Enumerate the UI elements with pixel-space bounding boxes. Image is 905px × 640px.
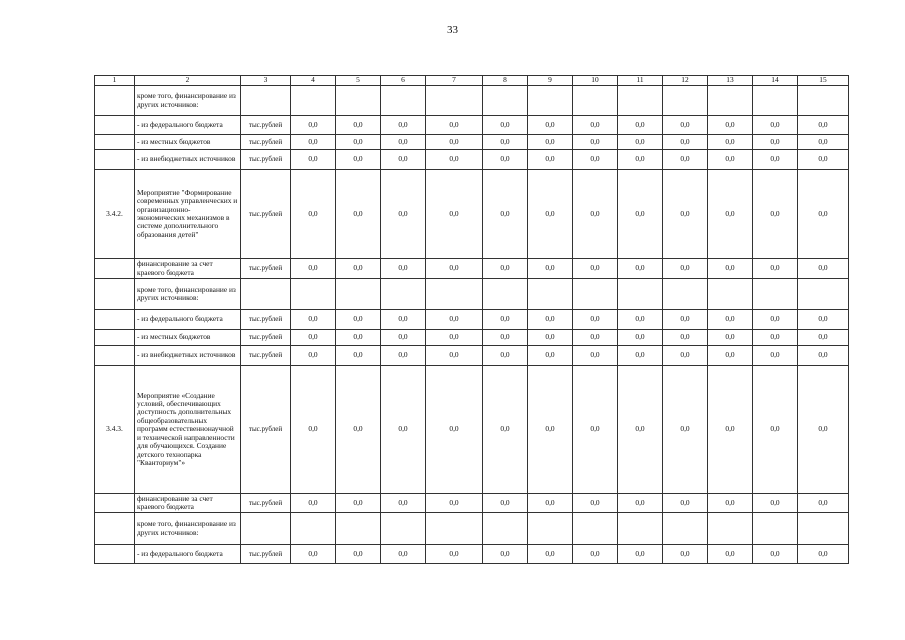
value-cell: 0,0	[336, 545, 381, 564]
value-cell: 0,0	[618, 366, 663, 494]
value-cell	[336, 513, 381, 545]
table-row	[95, 135, 849, 150]
header-cell: 1	[95, 76, 135, 86]
value-cell: 0,0	[483, 366, 528, 494]
value-cell	[753, 86, 798, 116]
value-cell: 0,0	[336, 310, 381, 330]
value-cell: 0,0	[663, 310, 708, 330]
value-cell: 0,0	[573, 494, 618, 513]
value-cell: 0,0	[573, 330, 618, 346]
value-cell: 0,0	[798, 310, 849, 330]
value-cell: 0,0	[483, 310, 528, 330]
value-cell: 0,0	[528, 259, 573, 279]
value-cell: 0,0	[336, 494, 381, 513]
value-cell	[618, 513, 663, 545]
value-cell: 0,0	[708, 310, 753, 330]
value-cell	[291, 513, 336, 545]
value-cell: 0,0	[618, 545, 663, 564]
value-cell: 0,0	[426, 494, 483, 513]
value-cell: 0,0	[291, 545, 336, 564]
value-cell: 0,0	[573, 259, 618, 279]
table-row	[95, 116, 849, 135]
value-cell: 0,0	[708, 170, 753, 259]
row-name-cell: - из внебюджетных источников	[135, 150, 241, 170]
value-cell: 0,0	[663, 150, 708, 170]
value-cell: 0,0	[426, 259, 483, 279]
row-number-cell	[95, 86, 135, 116]
value-cell	[528, 86, 573, 116]
value-cell	[663, 513, 708, 545]
value-cell	[381, 513, 426, 545]
value-cell: 0,0	[618, 170, 663, 259]
value-cell: 0,0	[663, 366, 708, 494]
value-cell: 0,0	[753, 545, 798, 564]
value-cell: 0,0	[528, 330, 573, 346]
row-number-cell	[95, 150, 135, 170]
value-cell: 0,0	[483, 545, 528, 564]
value-cell: 0,0	[291, 310, 336, 330]
value-cell: 0,0	[618, 135, 663, 150]
budget-table	[94, 75, 849, 564]
value-cell: 0,0	[573, 135, 618, 150]
value-cell	[483, 513, 528, 545]
value-cell	[753, 279, 798, 310]
row-name-cell: кроме того, финансирование из других источников:	[135, 513, 241, 545]
row-number-cell	[95, 279, 135, 310]
value-cell: 0,0	[426, 116, 483, 135]
value-cell: 0,0	[528, 116, 573, 135]
row-number-cell: 3.4.2.	[95, 170, 135, 259]
value-cell	[483, 86, 528, 116]
value-cell	[708, 279, 753, 310]
unit-cell: тыс.рублей	[241, 310, 291, 330]
row-number-cell	[95, 116, 135, 135]
value-cell	[753, 513, 798, 545]
value-cell: 0,0	[336, 366, 381, 494]
value-cell: 0,0	[336, 150, 381, 170]
row-name-cell: - из местных бюджетов	[135, 330, 241, 346]
header-cell: 14	[753, 76, 798, 86]
header-cell: 4	[291, 76, 336, 86]
value-cell: 0,0	[663, 135, 708, 150]
unit-cell: тыс.рублей	[241, 170, 291, 259]
row-name-cell: Мероприятие "Формирование современных управленческих и организационно-экономических механизмов в системе дополнительного образования детей"	[135, 170, 241, 259]
unit-cell	[241, 86, 291, 116]
value-cell: 0,0	[618, 150, 663, 170]
value-cell: 0,0	[618, 310, 663, 330]
value-cell	[336, 86, 381, 116]
value-cell: 0,0	[573, 366, 618, 494]
value-cell: 0,0	[381, 150, 426, 170]
row-name-cell: финансирование за счет краевого бюджета	[135, 259, 241, 279]
value-cell: 0,0	[708, 545, 753, 564]
value-cell	[573, 86, 618, 116]
value-cell: 0,0	[291, 135, 336, 150]
value-cell: 0,0	[798, 135, 849, 150]
row-number-cell	[95, 513, 135, 545]
header-cell: 11	[618, 76, 663, 86]
value-cell: 0,0	[426, 366, 483, 494]
value-cell	[618, 279, 663, 310]
unit-cell	[241, 279, 291, 310]
unit-cell: тыс.рублей	[241, 366, 291, 494]
table-row	[95, 494, 849, 513]
value-cell: 0,0	[798, 330, 849, 346]
unit-cell: тыс.рублей	[241, 545, 291, 564]
value-cell: 0,0	[426, 310, 483, 330]
header-cell: 15	[798, 76, 849, 86]
value-cell: 0,0	[426, 330, 483, 346]
value-cell	[291, 279, 336, 310]
value-cell: 0,0	[291, 259, 336, 279]
row-name-cell: - из федерального бюджета	[135, 310, 241, 330]
value-cell: 0,0	[291, 116, 336, 135]
value-cell: 0,0	[483, 259, 528, 279]
value-cell: 0,0	[753, 170, 798, 259]
value-cell: 0,0	[336, 135, 381, 150]
unit-cell: тыс.рублей	[241, 330, 291, 346]
value-cell: 0,0	[618, 494, 663, 513]
header-cell: 8	[483, 76, 528, 86]
value-cell: 0,0	[381, 366, 426, 494]
unit-cell: тыс.рублей	[241, 494, 291, 513]
value-cell: 0,0	[708, 135, 753, 150]
value-cell: 0,0	[291, 346, 336, 366]
value-cell: 0,0	[708, 366, 753, 494]
value-cell	[798, 513, 849, 545]
value-cell: 0,0	[753, 346, 798, 366]
value-cell: 0,0	[798, 116, 849, 135]
row-number-cell	[95, 310, 135, 330]
value-cell: 0,0	[381, 545, 426, 564]
value-cell: 0,0	[483, 116, 528, 135]
value-cell: 0,0	[528, 310, 573, 330]
value-cell	[573, 279, 618, 310]
value-cell: 0,0	[528, 346, 573, 366]
value-cell	[663, 279, 708, 310]
header-row	[95, 76, 849, 86]
value-cell: 0,0	[663, 259, 708, 279]
value-cell: 0,0	[573, 310, 618, 330]
row-name-cell: Мероприятие «Создание условий, обеспечивающих доступность дополнительных общеобразовательных программ естественнонаучной и технической направленности для обучающихся. Создание детского технопарка "Кванториум"»	[135, 366, 241, 494]
value-cell: 0,0	[753, 366, 798, 494]
value-cell: 0,0	[291, 330, 336, 346]
value-cell: 0,0	[381, 330, 426, 346]
value-cell: 0,0	[381, 259, 426, 279]
table-row	[95, 86, 849, 116]
unit-cell: тыс.рублей	[241, 150, 291, 170]
value-cell: 0,0	[483, 494, 528, 513]
value-cell	[663, 86, 708, 116]
value-cell: 0,0	[708, 330, 753, 346]
value-cell: 0,0	[618, 259, 663, 279]
row-name-cell: - из местных бюджетов	[135, 135, 241, 150]
value-cell: 0,0	[708, 150, 753, 170]
row-number-cell: 3.4.3.	[95, 366, 135, 494]
value-cell: 0,0	[753, 310, 798, 330]
page-number: 33	[447, 24, 458, 36]
value-cell: 0,0	[663, 170, 708, 259]
value-cell: 0,0	[483, 346, 528, 366]
value-cell: 0,0	[528, 366, 573, 494]
unit-cell: тыс.рублей	[241, 135, 291, 150]
value-cell: 0,0	[336, 170, 381, 259]
table-row	[95, 170, 849, 259]
value-cell: 0,0	[336, 346, 381, 366]
value-cell	[426, 279, 483, 310]
value-cell	[708, 86, 753, 116]
unit-cell	[241, 513, 291, 545]
header-cell: 5	[336, 76, 381, 86]
value-cell	[381, 279, 426, 310]
value-cell: 0,0	[708, 346, 753, 366]
value-cell: 0,0	[708, 116, 753, 135]
row-number-cell	[95, 330, 135, 346]
header-cell: 6	[381, 76, 426, 86]
value-cell	[618, 86, 663, 116]
value-cell: 0,0	[753, 259, 798, 279]
row-number-cell	[95, 259, 135, 279]
value-cell: 0,0	[483, 150, 528, 170]
value-cell: 0,0	[483, 330, 528, 346]
value-cell: 0,0	[336, 330, 381, 346]
value-cell: 0,0	[336, 116, 381, 135]
value-cell: 0,0	[663, 330, 708, 346]
value-cell: 0,0	[381, 135, 426, 150]
table-row	[95, 150, 849, 170]
header-cell: 7	[426, 76, 483, 86]
value-cell: 0,0	[573, 170, 618, 259]
table-row	[95, 366, 849, 494]
row-name-cell: - из федерального бюджета	[135, 545, 241, 564]
row-name-cell: финансирование за счет краевого бюджета	[135, 494, 241, 513]
value-cell: 0,0	[426, 170, 483, 259]
table-row	[95, 259, 849, 279]
value-cell: 0,0	[426, 545, 483, 564]
unit-cell: тыс.рублей	[241, 116, 291, 135]
value-cell: 0,0	[708, 494, 753, 513]
value-cell: 0,0	[573, 545, 618, 564]
header-cell: 13	[708, 76, 753, 86]
value-cell	[573, 513, 618, 545]
table-row	[95, 330, 849, 346]
value-cell: 0,0	[291, 150, 336, 170]
value-cell: 0,0	[798, 494, 849, 513]
value-cell: 0,0	[381, 310, 426, 330]
row-name-cell: - из федерального бюджета	[135, 116, 241, 135]
header-cell: 3	[241, 76, 291, 86]
value-cell	[381, 86, 426, 116]
value-cell: 0,0	[381, 494, 426, 513]
value-cell	[528, 279, 573, 310]
table-row	[95, 513, 849, 545]
value-cell: 0,0	[753, 330, 798, 346]
value-cell	[483, 279, 528, 310]
value-cell: 0,0	[663, 545, 708, 564]
row-number-cell	[95, 545, 135, 564]
value-cell: 0,0	[426, 346, 483, 366]
value-cell: 0,0	[483, 135, 528, 150]
value-cell: 0,0	[753, 494, 798, 513]
value-cell: 0,0	[663, 116, 708, 135]
value-cell: 0,0	[798, 545, 849, 564]
value-cell: 0,0	[528, 494, 573, 513]
table-row	[95, 545, 849, 564]
value-cell: 0,0	[663, 494, 708, 513]
value-cell	[426, 513, 483, 545]
value-cell: 0,0	[663, 346, 708, 366]
value-cell: 0,0	[798, 346, 849, 366]
unit-cell: тыс.рублей	[241, 259, 291, 279]
table-body	[95, 76, 849, 564]
table-row	[95, 346, 849, 366]
value-cell: 0,0	[573, 116, 618, 135]
value-cell: 0,0	[528, 150, 573, 170]
value-cell: 0,0	[381, 116, 426, 135]
value-cell	[798, 86, 849, 116]
value-cell: 0,0	[753, 116, 798, 135]
value-cell: 0,0	[573, 150, 618, 170]
value-cell: 0,0	[483, 170, 528, 259]
value-cell: 0,0	[381, 346, 426, 366]
row-number-cell	[95, 135, 135, 150]
row-name-cell: кроме того, финансирование из других источников:	[135, 279, 241, 310]
value-cell: 0,0	[618, 330, 663, 346]
value-cell	[528, 513, 573, 545]
value-cell: 0,0	[798, 150, 849, 170]
value-cell: 0,0	[426, 150, 483, 170]
value-cell: 0,0	[753, 150, 798, 170]
value-cell: 0,0	[798, 366, 849, 494]
value-cell: 0,0	[291, 494, 336, 513]
header-cell: 9	[528, 76, 573, 86]
value-cell: 0,0	[291, 170, 336, 259]
value-cell	[708, 513, 753, 545]
header-cell: 12	[663, 76, 708, 86]
value-cell: 0,0	[528, 545, 573, 564]
value-cell: 0,0	[381, 170, 426, 259]
header-cell: 10	[573, 76, 618, 86]
value-cell	[336, 279, 381, 310]
value-cell: 0,0	[528, 170, 573, 259]
table-row	[95, 310, 849, 330]
value-cell: 0,0	[753, 135, 798, 150]
value-cell: 0,0	[708, 259, 753, 279]
row-name-cell: кроме того, финансирование из других источников:	[135, 86, 241, 116]
table-row	[95, 279, 849, 310]
value-cell: 0,0	[798, 170, 849, 259]
value-cell: 0,0	[618, 346, 663, 366]
row-name-cell: - из внебюджетных источников	[135, 346, 241, 366]
value-cell: 0,0	[336, 259, 381, 279]
value-cell: 0,0	[291, 366, 336, 494]
value-cell: 0,0	[618, 116, 663, 135]
value-cell: 0,0	[528, 135, 573, 150]
value-cell: 0,0	[573, 346, 618, 366]
row-number-cell	[95, 494, 135, 513]
value-cell: 0,0	[798, 259, 849, 279]
row-number-cell	[95, 346, 135, 366]
value-cell: 0,0	[426, 135, 483, 150]
unit-cell: тыс.рублей	[241, 346, 291, 366]
value-cell	[426, 86, 483, 116]
header-cell: 2	[135, 76, 241, 86]
value-cell	[798, 279, 849, 310]
value-cell	[291, 86, 336, 116]
